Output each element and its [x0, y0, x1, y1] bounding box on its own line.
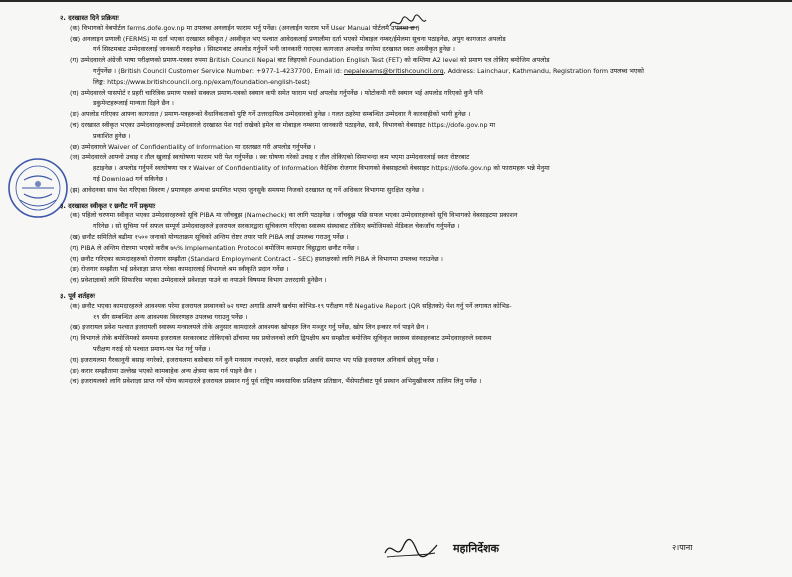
- text-line: (ख) अनलाइन प्रणाली (FERMS) मा दर्ता भएका दरखास्त स्वीकृत / अस्वीकृत भए पश्चात आवेदकलाई प्रणालीमा दर्ता भएको मोबाइल नम्बर/ईमेलमा सूचना पठाइनेछ, अपुग कागजात अपलोड: [70, 35, 506, 43]
- document-body: [60, 9, 780, 388]
- text-line: (ङ) अपलोड गरिएका आफ्ना कागजात / प्रमाण-पत्रहरूको वैधानिकताको पुष्टि गर्ने उत्तरदायित्व उम्मेदवारको हुनेछ । गलत ठहरेमा सम्बन्धित उम्मेदवार नै कारवाहीको भागी हुनेछ ।: [70, 111, 471, 119]
- text-line: (घ) छनौट गरिएका कामदारहरुको रोजगार सम्झौता (Standard Employment Contract – SEC) हस्ताक्षरको लागि PIBA ले विभागमा उपलब्ध गराउनेछ ।: [70, 255, 443, 263]
- text-line: गर्न सिस्टमबाट उम्मेदवारलाई जानकारी गराइनेछ । सिस्टमबाट अपलोड गर्नुपर्ने भनी जानकारी गराएका कागजात अपलोड नगरेमा दरखास्त स्वतः अस्वीकृत हुनेछ ।: [93, 46, 455, 54]
- text-line: (ग) विभागले तोके बमोजिमको समयमा इजरायल सरकारबाट तोकिएको ढाँचामा यस प्रयोजनको लागि द्विपक्षीय श्रम सम्झौता बमोजिम सूचिकृत स्वास्थ्य संस्थाहरुबाट उम्मेदवारहरुले स्वास्थ्य: [70, 335, 492, 343]
- section-heading: ३. पूर्व शर्तहरुः: [60, 291, 95, 300]
- text-line: (ज) उम्मेदवारले आफ्नो उचाइ र तौल खुलाई स्वःघोषणा फाराम भरी पेश गर्नुपर्नेछ । स्वः घोषणा गरेको उचाइ र तौल तोकिएको सिमाभन्दा कम भएमा उम्मेदवारलाई स्वतः रोष्टरबाट: [70, 154, 470, 162]
- document-lines: [60, 9, 780, 388]
- text-line: (क) पहिलो चरणमा स्वीकृत भएका उम्मेदवारहरुको सूचि PIBA मा जाँचबुझ (Namecheck) का लागि पठाइनेछ । जाँचबुझ पछि सफल भएका उम्मेदवारहरुको सूचि विभागको वेबसाइटमा प्रकाशन: [70, 212, 518, 220]
- text-line: (ख) इजरायल प्रवेश पश्चात इजरायली स्वास्थ्य मन्त्रालयले तोके अनुसार कामदारले आवश्यक खोपहरु लिन मञ्जुर गर्नु पर्नेछ, खोप लिन इन्कार गर्न पाइने छैन ।: [70, 324, 429, 332]
- text-line: लिङ्क: https://www.britishcouncil.org.np/exam/foundation-english-test): [93, 78, 310, 86]
- text-line: हटाइनेछ । अपलोड गर्नुपर्ने स्वःघोषणा पत्र र Waiver of Confidentiality of Information वैदेशिक रोजगार विभागको वेबसाइटको वेबसाइट https://dofe.gov.np को फारामहरू भन्ने मेनुमा: [93, 165, 550, 173]
- address-text: , Address: Lainchaur, Kathmandu, Registration form उपलब्ध भएको: [443, 67, 644, 75]
- signatory-title: महानिर्देशक: [453, 542, 499, 555]
- section-heading: २. दरखास्त दिने प्रक्रियाः: [60, 14, 119, 22]
- text-line: (च) प्रवेशाज्ञाको लागि सिफारिस भएका उम्मेदवारले प्रवेशाज्ञा पाउने वा नपाउने विषयमा विभाग उत्तरदायी हुनेछैन ।: [70, 277, 327, 285]
- text-line: परीक्षण गराई सो पश्चात प्रमाण-पत्र पेश गर्नु पर्नेछ ।: [93, 345, 211, 353]
- text-line: (ख) छनौट समितिले बढीमा १५०० जनाको योग्यताक्रम सूचिको अन्तिम रोष्टर तयार पारि PIBA लाई उपलब्ध गराउनु पर्नेछ ।: [70, 233, 349, 241]
- text-line: (क) विभागको वेबपोर्टल ferms.dofe.gov.np मा उपलब्ध अनलाईन फाराम भर्नु पर्नेछ। (अनलाईन फाराम भर्ने User Manual पोर्टलमै उपलब्ध छ।): [70, 24, 420, 32]
- text-line: (ङ) करार सम्झौतामा उल्लेख भएको कामबाहेक अन्य क्षेत्रमा काम गर्न पाइने छैन ।: [70, 367, 257, 375]
- text-line: (घ) इजरायलमा गैरकानूनी बसाइ नगरेको, इजरायलमा बसोबास गर्ने कुनै मनसाय नभएको, करार सम्झौता अवधि समाप्त भए पछि इजरायल अनिवार्य छोड्नु पर्नेछ ।: [70, 356, 439, 364]
- line-text: गर्नुपर्नेछ । (British Council Customer Service Number: +977-1-4237700, Email id:: [93, 67, 344, 75]
- text-line: (ग) PIBA ले अन्तिम रोष्टरमा भएको करीब ७५% Implementation Protocol बमोजिम कामदार चिट्ठाद्वारा छनौट गर्नेछ ।: [70, 244, 359, 252]
- text-line: गई Download गर्न सकिनेछ ।: [93, 175, 168, 183]
- text-line: (झ) आवेदनका साथ पेश गरिएका विवरण / प्रमाणहरु अन्यथा प्रमाणित भएमा जुनसुकै समयमा निजको दरखास्त रद्द गर्ने अधिकार विभागमा सुरक्षित रहनेछ ।: [70, 186, 424, 194]
- page-number: २।पाना: [672, 543, 693, 552]
- email-link[interactable]: nepalexams@britishcouncil.org: [343, 67, 444, 75]
- text-line: गरिनेछ । सो सूचिमा पर्न सफल सम्पूर्ण उम्मेदवारहरुले इजरायल सरकारद्वारा सूचिकरण गरिएका स्वास्थ्य संस्थाबाट तोकिए बमोजिमको मेडिकल चेकजाँच गर्नुपर्नेछ ।: [93, 223, 460, 231]
- page-border: [0, 0, 792, 2]
- text-line: (छ) उम्मेदवारले Waiver of Confidentiality of Information मा दस्तखत गरी अपलोड गर्नुपर्नेछ ।: [70, 143, 316, 151]
- text-line: प्रकाशित हुनेछ ।: [93, 132, 131, 140]
- text-line: (च) दरखास्त स्वीकृत भएका उम्मेदवारहरूलाई उम्मेदवारले दरखास्त पेश गर्दा राखेको इमेल वा मोबाइल नम्बरमा जानकारी पठाइनेछ, साथै, विभागको वेबसाइट https://dofe.gov.np मा: [70, 121, 495, 129]
- text-line: १९ सँग सम्बन्धित अन्य आवश्यक विवरणहरु उपलब्ध गराउनु पर्नेछ ।: [93, 313, 248, 321]
- director-signature: [381, 535, 441, 563]
- text-line: (च) इजरायलको लागि प्रवेशाज्ञा प्राप्त गर्ने योग्य कामदारले इजरायल प्रस्थान गर्नु पूर्व राष्ट्रिय व्यवसायिक प्रशिक्षण प्रतिष्ठान, भैंसेपाटीबाट पूर्व प्रस्थान अभिमुखीकरण तालिम लिनु पर्नेछ ।: [70, 378, 482, 386]
- text-line: डकुमेन्टहरूलाई मान्यता दिइने छैन ।: [93, 100, 174, 108]
- text-line: (ङ) रोजगार सम्झौता भई प्रवेशाज्ञा प्राप्त गरेका कामदारलाई विभागले श्रम स्वीकृति प्रदान गर्नेछ ।: [70, 266, 289, 274]
- text-line: (क) छनौट भएका कामदारहरुले आवश्यक परेमा इजरायल प्रस्थानको ७२ घण्टा अगाडि आफ्नै खर्चमा कोभिड-१९ परीक्षण गरी Negative Report (QR सहितको) पेश गर्नु पर्ने लगायत कोभिड-: [70, 302, 512, 310]
- text-line: (ग) उम्मेदवारले अंग्रेजी भाषा परीक्षणको प्रमाण-पत्रका रुपमा British Council Nepal बाट लिइएको Foundation English Test (FET) को कम्तिमा A2 level को प्रमाण पत्र तोकिए बमोजिम अपलोड: [70, 57, 550, 65]
- text-line: (घ) उम्मेदवारले पासपोर्ट र प्रहरी चारित्रिक प्रमाण पत्रको सक्कल प्रमाण-पत्रको स्क्यान कपी समेत फाराम भर्दा अपलोड गर्नुपर्नेछ । फोटोकपी गरी स्क्यान भई अपलोड गरिएको कुनै पनि: [70, 89, 483, 97]
- text-line: [60, 67, 780, 78]
- section-heading: ३. दरखास्त स्वीकृत र छनौट गर्ने प्रकृयाः: [60, 201, 156, 210]
